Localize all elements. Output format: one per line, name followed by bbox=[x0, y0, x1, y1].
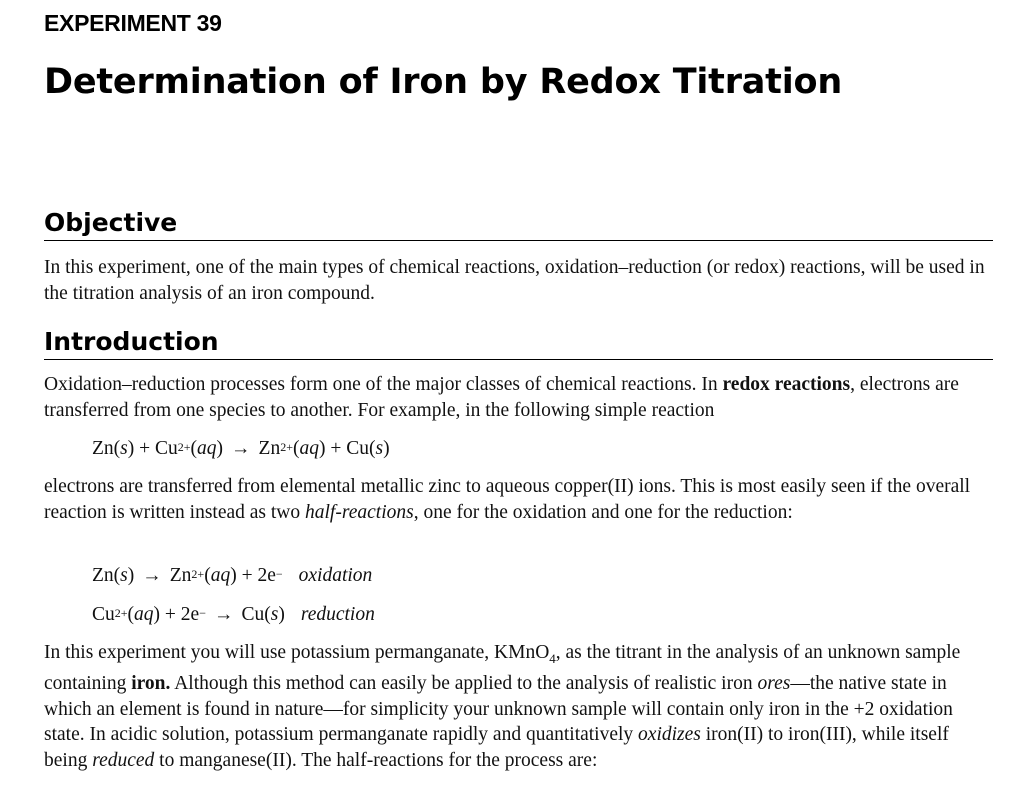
objective-text: In this experiment, one of the main types of chemical reactions, oxidation–reduction (or redox) reactions, will be used in the titration analysis of an iron compound. bbox=[44, 257, 985, 304]
equation-overall: $Zn(s) + Cu^{2+}(aq) \to Zn^{2+}(aq) + Cu(s)$ bbox=[92, 438, 390, 459]
ores-term: ores bbox=[757, 673, 791, 695]
reaction-arrow: → bbox=[142, 565, 162, 586]
intro-paragraph-1: Oxidation–reduction processes form one of the major classes of chemical reactions. In redox reactions, electrons are transferred from one species to another. For example, in the following simple reaction bbox=[44, 374, 959, 421]
intro-paragraph-3: In this experiment you will use potassium permanganate, KMnO$_4$, as the titrant in the analysis of an unknown sample containing iron. Although this method can easily be applied to the analysis of realistic iron ores—the native state in which an element is found in nature—for simplicity your unknown sample will contain only iron in the +2 oxidation state. In acidic solution, potassium permanganate rapidly and quantitatively oxidizes iron(II) to iron(III), while itself being reduced to manganese(II). The half-reactions for the process are: bbox=[44, 642, 961, 771]
iron-term: iron. bbox=[131, 673, 171, 695]
redox-reactions-term: redox reactions bbox=[722, 374, 851, 395]
objective-heading: Objective bbox=[44, 208, 993, 241]
oxidation-label: oxidation bbox=[298, 565, 373, 586]
equation-oxidation: $Zn(s) \to Zn^{2+}(aq) + 2e^-$ oxidation bbox=[92, 565, 373, 586]
reaction-arrow: → bbox=[231, 438, 251, 459]
intro-paragraph-2: electrons are transferred from elemental metallic zinc to aqueous copper(II) ions. This is most easily seen if the overall reaction is written instead as two half-reactions, one for the oxidation and one for the reduction: bbox=[44, 476, 971, 523]
reduced-term: reduced bbox=[92, 749, 155, 771]
reduction-label: reduction bbox=[300, 604, 375, 625]
half-reactions-term: half-reactions bbox=[305, 501, 414, 523]
introduction-heading: Introduction bbox=[44, 327, 993, 360]
document-title: Determination of Iron by Redox Titration bbox=[44, 62, 843, 102]
equation-reduction: $Cu^{2+}(aq) + 2e^- \to Cu(s)$ reduction bbox=[92, 604, 375, 625]
reaction-arrow: → bbox=[213, 604, 234, 625]
experiment-label: EXPERIMENT 39 bbox=[44, 10, 222, 36]
oxidizes-term: oxidizes bbox=[638, 724, 701, 746]
